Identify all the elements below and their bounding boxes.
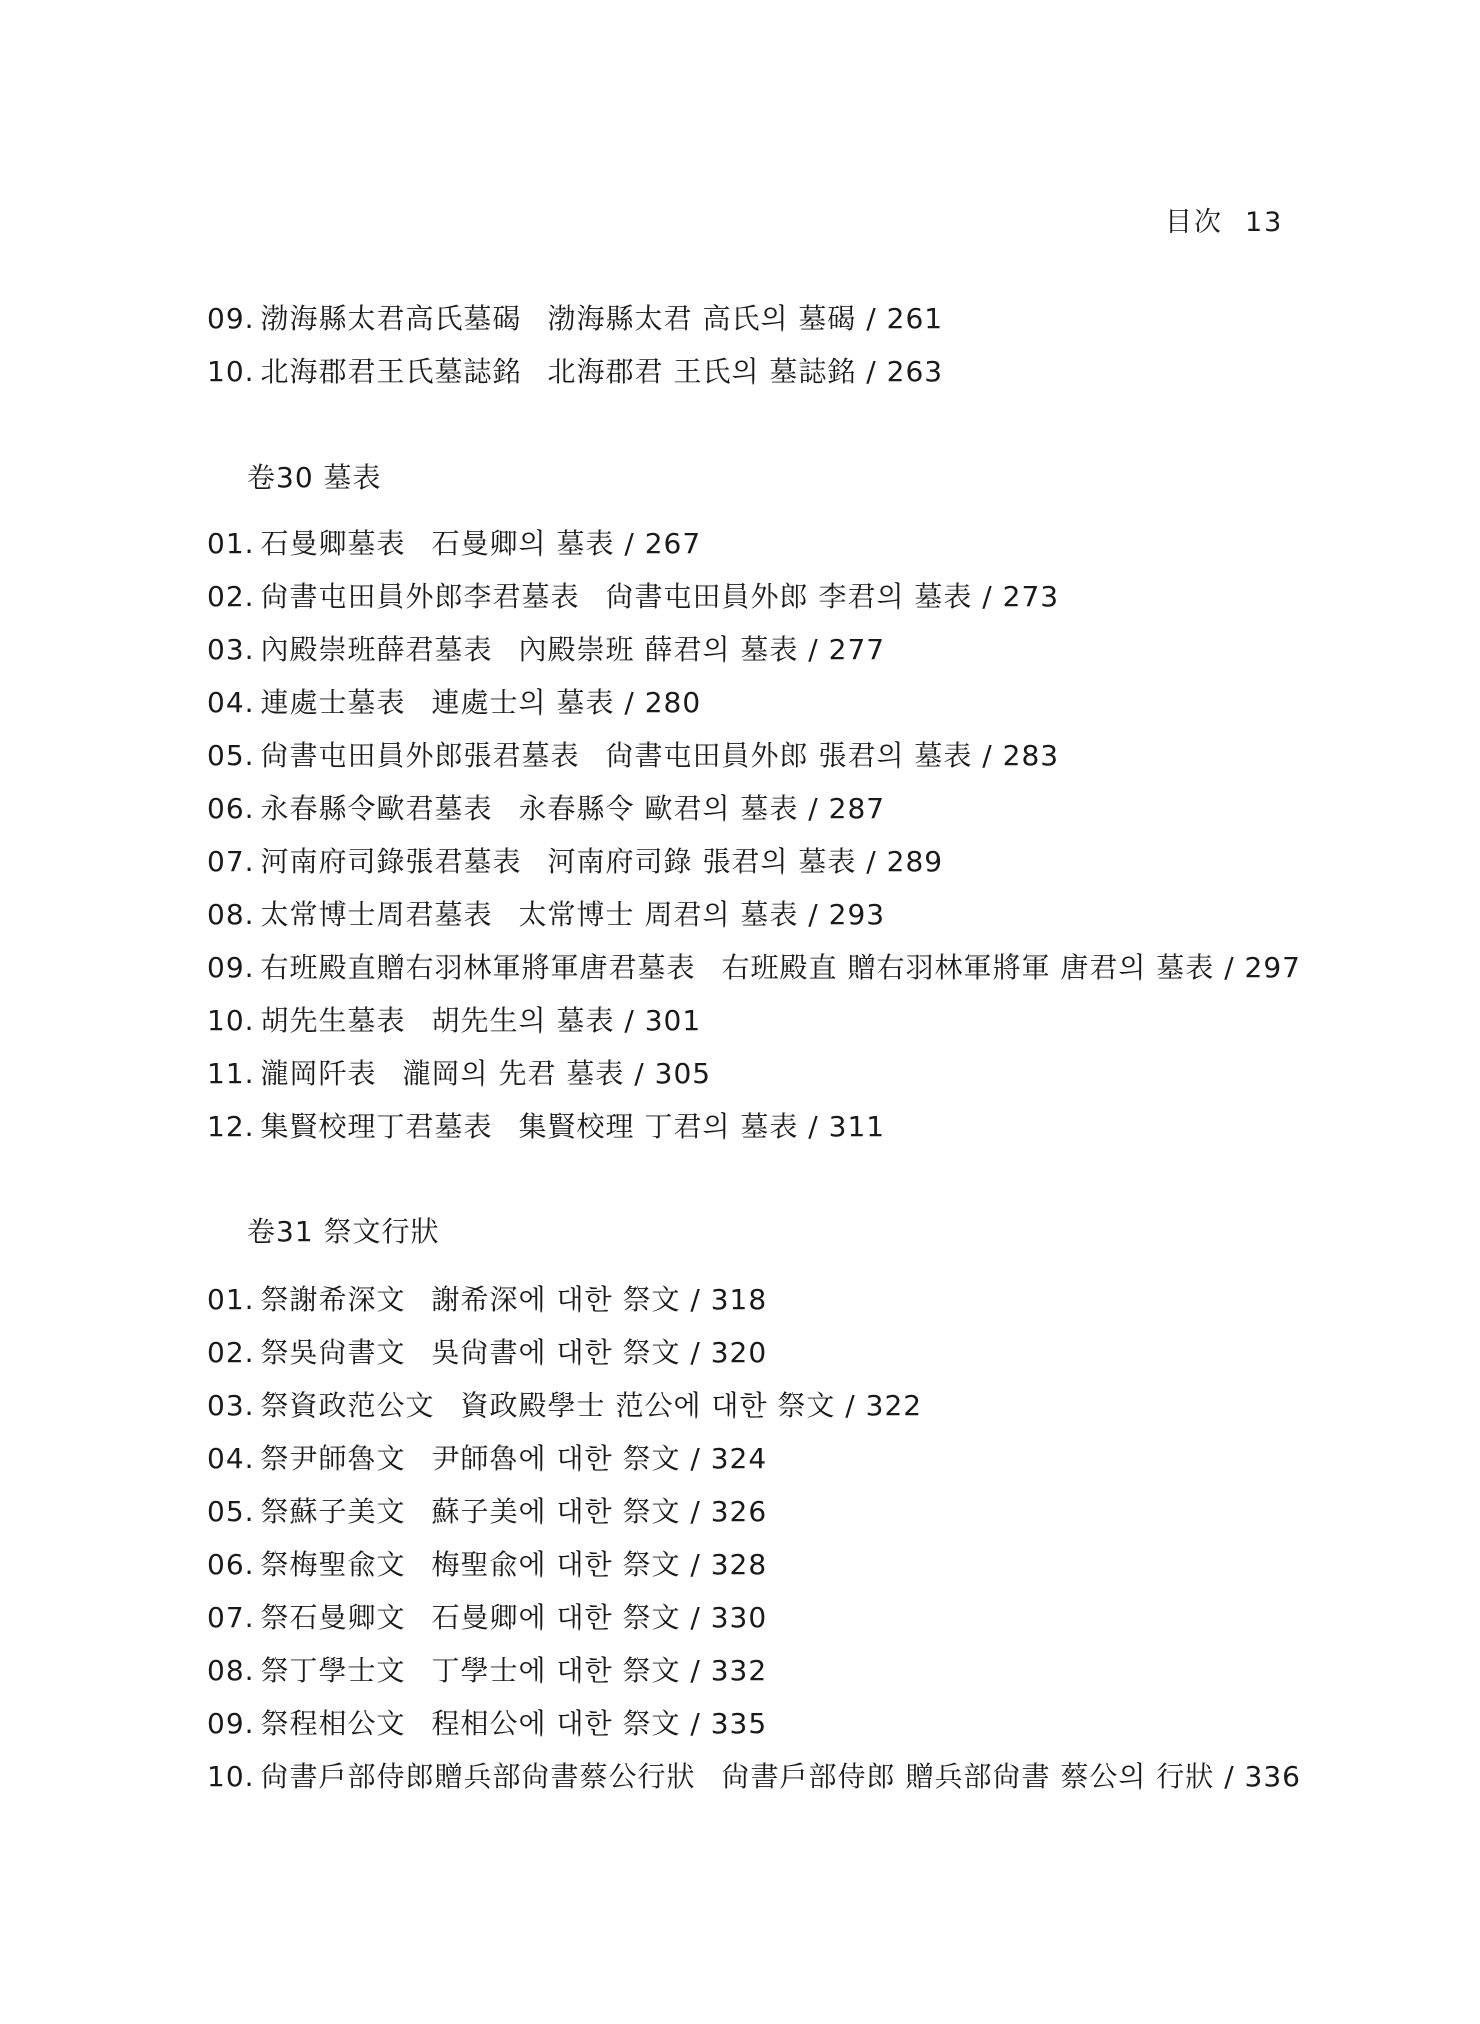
page-number: 13 [1245, 207, 1284, 238]
entry-index: 12. [207, 1110, 255, 1143]
entry-index: 03. [207, 1389, 255, 1422]
toc-entry [207, 729, 1387, 782]
entry-index: 09. [207, 302, 255, 335]
toc-entry [207, 345, 1387, 398]
entry-desc: 內殿崇班 薛君의 墓表 / 277 [518, 633, 886, 666]
toc-entry [207, 1432, 1387, 1485]
entry-title: 太常博士周君墓表 [260, 898, 493, 931]
toc-entry [207, 1538, 1387, 1591]
toc-entry [207, 1644, 1387, 1697]
entry-desc: 永春縣令 歐君의 墓表 / 287 [518, 792, 886, 825]
toc-entry [207, 1485, 1387, 1538]
toc-entry [207, 835, 1387, 888]
entry-title: 祭蘇子美文 [260, 1495, 406, 1528]
entry-desc: 北海郡君 王氏의 墓誌銘 / 263 [547, 355, 944, 388]
entry-title: 胡先生墓表 [260, 1004, 406, 1037]
entry-desc: 連處士의 墓表 / 280 [431, 686, 702, 719]
toc-entry [207, 623, 1387, 676]
entry-title: 尙書屯田員外郎李君墓表 [260, 580, 580, 613]
entry-index: 03. [207, 633, 255, 666]
toc-entry [207, 1750, 1387, 1803]
entry-index: 04. [207, 1442, 255, 1475]
entry-desc: 石曼卿에 대한 祭文 / 330 [431, 1601, 768, 1634]
entry-index: 05. [207, 1495, 255, 1528]
toc-entry [207, 888, 1387, 941]
entry-index: 08. [207, 898, 255, 931]
entry-desc: 石曼卿의 墓表 / 267 [431, 527, 702, 560]
entry-index: 10. [207, 1760, 255, 1793]
toc-section-30-entries [207, 517, 1387, 1153]
entry-title: 祭丁學士文 [260, 1654, 406, 1687]
entry-desc: 吳尙書에 대한 祭文 / 320 [431, 1336, 768, 1369]
toc-top-block [207, 292, 1387, 398]
entry-title: 祭程相公文 [260, 1707, 406, 1740]
entry-index: 04. [207, 686, 255, 719]
toc-entry [207, 517, 1387, 570]
entry-desc: 謝希深에 대한 祭文 / 318 [431, 1283, 768, 1316]
entry-desc: 右班殿直 贈右羽林軍將軍 唐君의 墓表 / 297 [721, 951, 1301, 984]
section-title: 卷31 祭文行狀 [247, 1215, 440, 1248]
entry-title: 右班殿直贈右羽林軍將軍唐君墓表 [260, 951, 696, 984]
entry-index: 09. [207, 1707, 255, 1740]
entry-desc: 太常博士 周君의 墓表 / 293 [518, 898, 886, 931]
toc-entry [207, 676, 1387, 729]
toc-entry [207, 941, 1387, 994]
entry-index: 05. [207, 739, 255, 772]
entry-desc: 尹師魯에 대한 祭文 / 324 [431, 1442, 768, 1475]
entry-index: 09. [207, 951, 255, 984]
toc-entry [207, 1326, 1387, 1379]
entry-desc: 程相公에 대한 祭文 / 335 [431, 1707, 768, 1740]
entry-desc: 集賢校理 丁君의 墓表 / 311 [518, 1110, 886, 1143]
entry-desc: 渤海縣太君 高氏의 墓碣 / 261 [547, 302, 944, 335]
page-header [1165, 200, 1283, 239]
toc-section-30 [207, 458, 1387, 498]
toc-entry [207, 1697, 1387, 1750]
entry-title: 內殿崇班薛君墓表 [260, 633, 493, 666]
entry-title: 祭尹師魯文 [260, 1442, 406, 1475]
header-label: 目次 [1165, 207, 1223, 238]
toc-section-31-entries [207, 1273, 1387, 1803]
entry-title: 瀧岡阡表 [260, 1057, 377, 1090]
entry-index: 07. [207, 845, 255, 878]
toc-entry [207, 1591, 1387, 1644]
toc-entry [207, 292, 1387, 345]
entry-title: 祭梅聖兪文 [260, 1548, 406, 1581]
entry-desc: 尙書戶部侍郎 贈兵部尙書 蔡公의 行狀 / 336 [721, 1760, 1301, 1793]
entry-title: 河南府司錄張君墓表 [260, 845, 522, 878]
entry-title: 永春縣令歐君墓表 [260, 792, 493, 825]
entry-index: 06. [207, 792, 255, 825]
entry-title: 祭謝希深文 [260, 1283, 406, 1316]
entry-index: 07. [207, 1601, 255, 1634]
entry-desc: 蘇子美에 대한 祭文 / 326 [431, 1495, 768, 1528]
entry-desc: 資政殿學士 范公에 대한 祭文 / 322 [460, 1389, 923, 1422]
entry-desc: 胡先生의 墓表 / 301 [431, 1004, 702, 1037]
entry-index: 01. [207, 527, 255, 560]
toc-entry [207, 994, 1387, 1047]
entry-index: 02. [207, 580, 255, 613]
entry-index: 06. [207, 1548, 255, 1581]
entry-title: 渤海縣太君高氏墓碣 [260, 302, 522, 335]
toc-entry [207, 782, 1387, 835]
entry-title: 祭吳尙書文 [260, 1336, 406, 1369]
entry-desc: 丁學士에 대한 祭文 / 332 [431, 1654, 768, 1687]
entry-desc: 梅聖兪에 대한 祭文 / 328 [431, 1548, 768, 1581]
toc-section-31 [207, 1212, 1387, 1252]
entry-title: 北海郡君王氏墓誌銘 [260, 355, 522, 388]
entry-title: 尙書戶部侍郎贈兵部尙書蔡公行狀 [260, 1760, 696, 1793]
entry-title: 尙書屯田員外郎張君墓表 [260, 739, 580, 772]
toc-entry [207, 570, 1387, 623]
entry-title: 祭石曼卿文 [260, 1601, 406, 1634]
toc-entry [207, 1047, 1387, 1100]
section-title: 卷30 墓表 [247, 461, 382, 494]
entry-index: 01. [207, 1283, 255, 1316]
entry-title: 石曼卿墓表 [260, 527, 406, 560]
entry-title: 集賢校理丁君墓表 [260, 1110, 493, 1143]
entry-desc: 尙書屯田員外郎 李君의 墓表 / 273 [605, 580, 1060, 613]
toc-entry [207, 1379, 1387, 1432]
entry-title: 連處士墓表 [260, 686, 406, 719]
entry-desc: 尙書屯田員外郎 張君의 墓表 / 283 [605, 739, 1060, 772]
entry-index: 02. [207, 1336, 255, 1369]
entry-desc: 河南府司錄 張君의 墓表 / 289 [547, 845, 944, 878]
toc-entry [207, 1273, 1387, 1326]
entry-index: 11. [207, 1057, 255, 1090]
entry-desc: 瀧岡의 先君 墓表 / 305 [402, 1057, 712, 1090]
entry-index: 10. [207, 355, 255, 388]
entry-index: 10. [207, 1004, 255, 1037]
toc-entry [207, 1100, 1387, 1153]
entry-title: 祭資政范公文 [260, 1389, 435, 1422]
entry-index: 08. [207, 1654, 255, 1687]
